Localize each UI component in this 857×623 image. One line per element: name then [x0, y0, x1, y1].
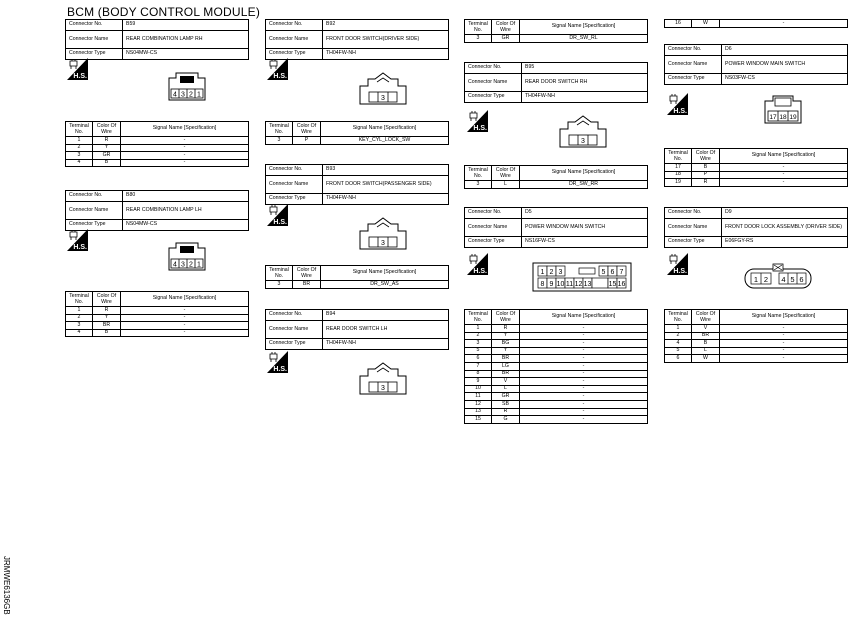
pin-label: 1	[197, 91, 201, 99]
terminal-table-b94: Terminal No. Color Of Wire Signal Name [Specification] 3 GR DR_SW_RL	[464, 19, 648, 43]
pin-label: 3	[381, 95, 385, 102]
pin-label: 15	[608, 281, 617, 288]
pin-label: 2	[549, 269, 554, 276]
pin-label: 9	[549, 281, 554, 288]
hs-icon	[467, 253, 488, 275]
connector-b92-face	[358, 72, 408, 106]
pin-label: 2	[189, 261, 193, 269]
svg-text:H.S.: H.S.	[273, 219, 287, 226]
connector-info-b93: Connector No. B93 Connector Name FRONT DOOR SWITCH(PASSENGER SIDE) Connector Type TH04FW-NH	[265, 164, 449, 205]
hs-icon	[267, 58, 288, 80]
connector-d9-face	[743, 262, 813, 290]
terminal-table-b95: Terminal No. Color Of Wire Signal Name [Specification] 3 L DR_SW_RR	[464, 165, 648, 189]
terminal-table-d5: Terminal No. Color Of Wire Signal Name [Specification] 1 R - 2 Y - 3 BG - 5 Y - 6 BR - 7 LG - 8 BR - 9 V - 10 L - 11 GR - 12 SB - 13 R - 15 G -	[464, 309, 648, 424]
pin-label: 3	[558, 269, 563, 276]
hs-icon	[667, 93, 688, 115]
connector-b95-face	[558, 115, 608, 149]
pin-label: 8	[540, 281, 545, 288]
svg-text:H.S.: H.S.	[673, 108, 687, 115]
terminal-table-b80: Terminal No. Color Of Wire Signal Name [Specification] 1 R - 2 Y - 3 BR - 4 B -	[65, 291, 249, 337]
svg-text:H.S.: H.S.	[73, 244, 87, 251]
connector-b59-face	[164, 72, 210, 102]
pin-label: 2	[189, 91, 193, 99]
pin-label: 5	[790, 275, 795, 284]
hs-icon	[67, 58, 88, 80]
pin-label: 4	[173, 91, 177, 99]
svg-text:H.S.: H.S.	[273, 73, 287, 80]
connector-info-d5: Connector No. D5 Connector Name POWER WINDOW MAIN SWITCH Connector Type NS16FW-CS	[464, 207, 648, 248]
connector-b94-face	[358, 362, 408, 396]
pin-label: 17	[769, 114, 777, 121]
hs-icon	[267, 351, 288, 373]
hs-icon	[467, 110, 488, 132]
connector-info-d6: Connector No. D6 Connector Name POWER WINDOW MAIN SWITCH Connector Type NS03FW-CS	[664, 44, 848, 85]
connector-b80-face	[164, 242, 210, 272]
pin-label: 4	[173, 261, 177, 269]
pin-label: 16	[617, 281, 626, 288]
svg-text:H.S.: H.S.	[473, 268, 487, 275]
connector-info-b59: Connector No. B59 Connector Name REAR COMBINATION LAMP RH Connector Type NS04MW-CS	[65, 19, 249, 60]
connector-d5-face	[532, 262, 632, 292]
svg-text:H.S.: H.S.	[273, 366, 287, 373]
connector-d6-face	[763, 95, 803, 125]
pin-label: 1	[753, 275, 759, 284]
diagram-code: JRMWE6136GB	[2, 556, 11, 615]
connector-b93-face	[358, 217, 408, 251]
pin-label: 13	[583, 281, 592, 288]
terminal-table-d5-cont: 16 W -	[664, 19, 848, 28]
pin-label: 3	[581, 138, 585, 145]
pin-label: 11	[565, 281, 574, 288]
connector-info-b94: Connector No. B94 Connector Name REAR DOOR SWITCH LH Connector Type TH04FW-NH	[265, 309, 449, 350]
svg-text:H.S.: H.S.	[473, 125, 487, 132]
pin-label: 3	[181, 91, 185, 99]
svg-text:H.S.: H.S.	[673, 268, 687, 275]
terminal-table-b93: Terminal No. Color Of Wire Signal Name [Specification] 3 BR DR_SW_AS	[265, 265, 449, 289]
hs-icon	[267, 204, 288, 226]
hs-icon	[67, 229, 88, 251]
terminal-table-d9: Terminal No. Color Of Wire Signal Name [Specification] 1 V - 2 BR - 4 B - 5 L - 6 W -	[664, 309, 848, 363]
connector-info-d9: Connector No. D9 Connector Name FRONT DOOR LOCK ASSEMBLY (DRIVER SIDE) Connector Type E06FGY-RS	[664, 207, 848, 248]
hs-icon	[667, 253, 688, 275]
page-title: BCM (BODY CONTROL MODULE)	[67, 5, 261, 19]
pin-label: 4	[781, 275, 786, 284]
pin-label: 12	[574, 281, 583, 288]
svg-text:H.S.: H.S.	[73, 73, 87, 80]
terminal-table-b92: Terminal No. Color Of Wire Signal Name [Specification] 3 P KEY_CYL_LOCK_SW	[265, 121, 449, 145]
pin-label: 7	[619, 269, 624, 276]
terminal-table-b59: Terminal No. Color Of Wire Signal Name [Specification] 1 R - 2 Y - 3 GR - 4 B -	[65, 121, 249, 167]
pin-label: 3	[381, 385, 385, 392]
pin-label: 3	[381, 240, 385, 247]
pin-label: 6	[610, 269, 615, 276]
pin-label: 3	[181, 261, 185, 269]
pin-label: 1	[197, 261, 201, 269]
pin-label: 18	[779, 114, 787, 121]
pin-label: 19	[789, 114, 797, 121]
pin-label: 6	[799, 275, 804, 284]
terminal-table-d6: Terminal No. Color Of Wire Signal Name [Specification] 17 B - 18 P - 19 R -	[664, 148, 848, 187]
pin-label: 5	[601, 269, 606, 276]
pin-label: 10	[556, 281, 565, 288]
connector-info-b92: Connector No. B92 Connector Name FRONT DOOR SWITCH(DRIVER SIDE) Connector Type TH04FW-NH	[265, 19, 449, 60]
pin-label: 2	[763, 275, 769, 284]
connector-info-b80: Connector No. B80 Connector Name REAR COMBINATION LAMP LH Connector Type NS04MW-CS	[65, 190, 249, 231]
pin-label: 1	[540, 269, 545, 276]
connector-info-b95: Connector No. B95 Connector Name REAR DOOR SWITCH RH Connector Type TH04FW-NH	[464, 62, 648, 103]
